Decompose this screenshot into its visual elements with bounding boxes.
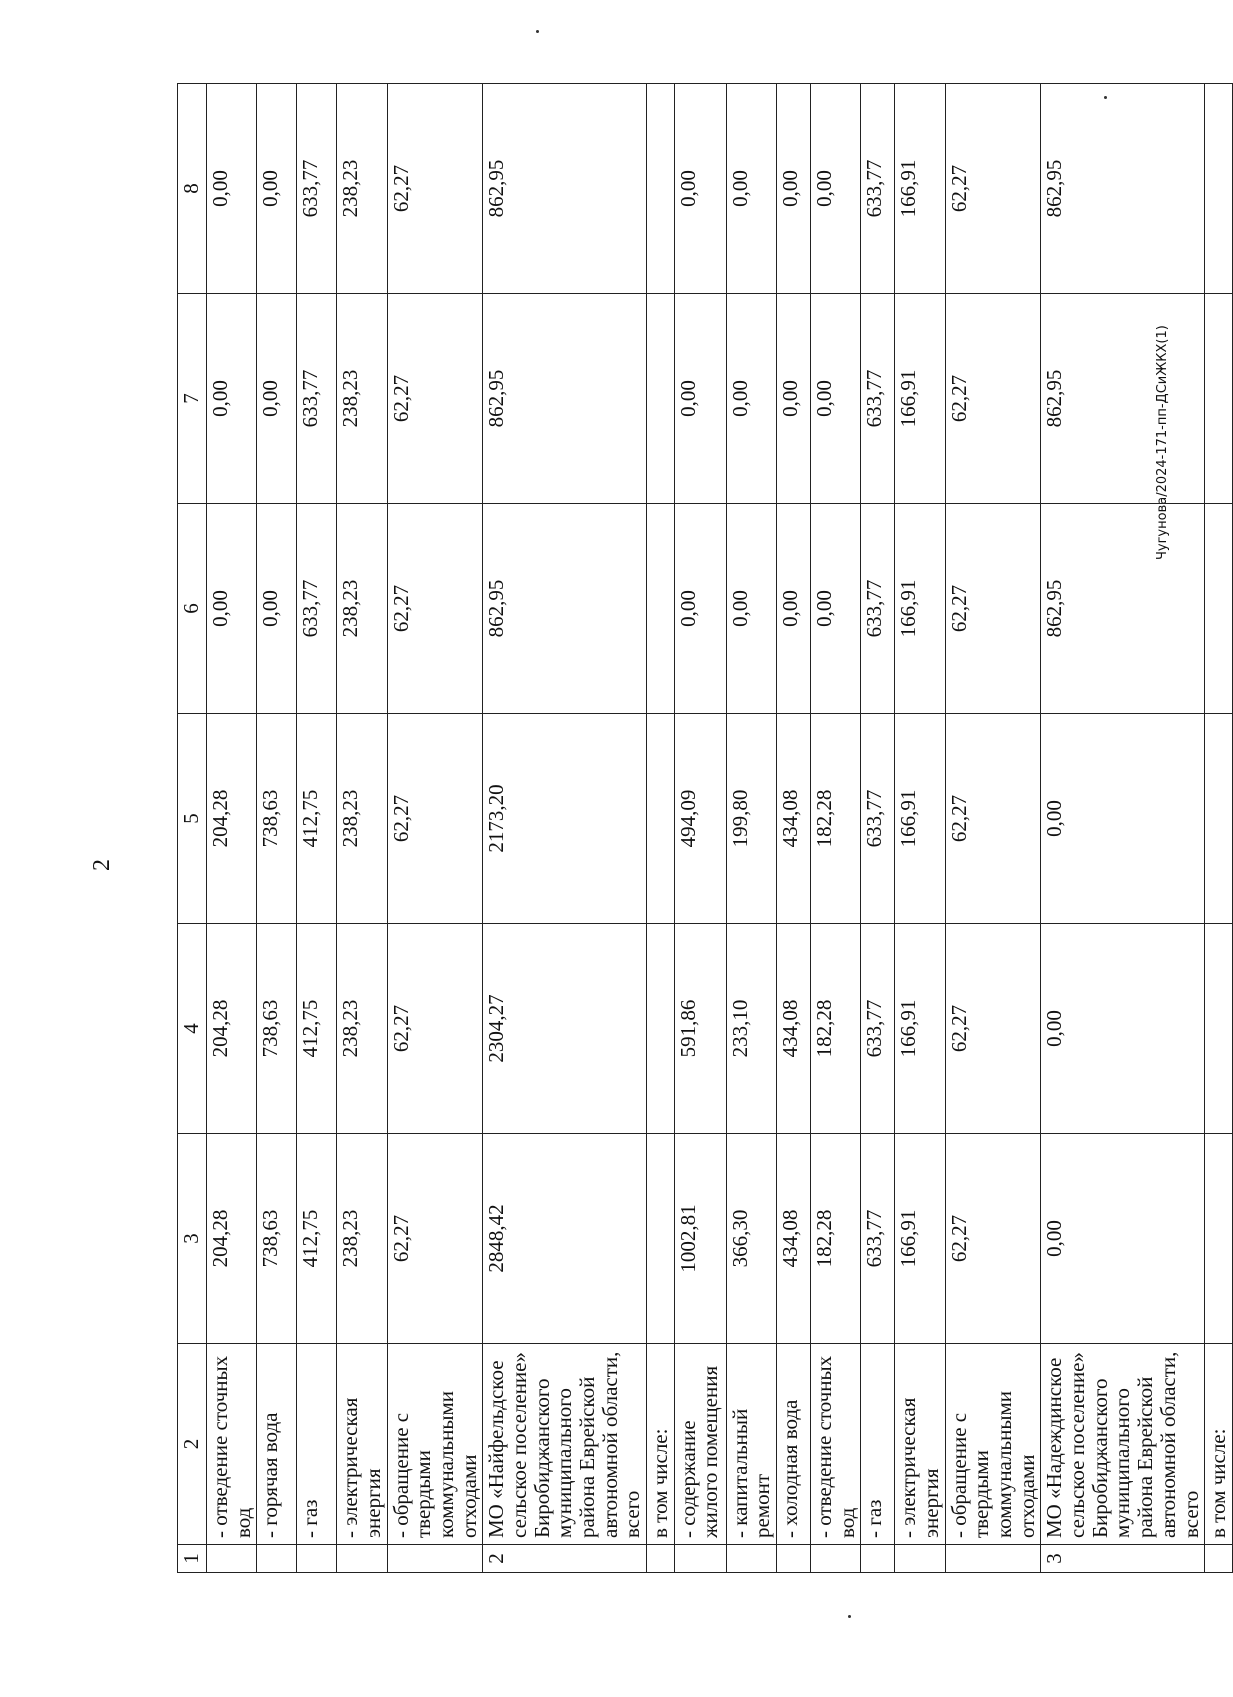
row-number-cell bbox=[674, 1545, 726, 1573]
row-name-cell: - содержание жилого помещения bbox=[674, 1344, 726, 1545]
value-cell: 182,28 bbox=[811, 924, 861, 1134]
footer-text: Чугунова/2024-171-пп-ДСиЖКХ(1) bbox=[1155, 325, 1170, 560]
value-cell: 738,63 bbox=[257, 924, 297, 1134]
value-cell: 62,27 bbox=[945, 924, 1041, 1134]
table-row bbox=[483, 84, 647, 1573]
table-row bbox=[674, 84, 726, 1573]
value-cell: 238,23 bbox=[337, 294, 387, 504]
row-number-cell bbox=[895, 1545, 945, 1573]
row-name-cell: - холодная вода bbox=[777, 1344, 811, 1545]
value-cell: 0,00 bbox=[1041, 714, 1205, 924]
row-number-cell bbox=[777, 1545, 811, 1573]
value-cell bbox=[647, 1134, 675, 1344]
value-cell: 199,80 bbox=[726, 714, 776, 924]
value-cell bbox=[647, 504, 675, 714]
table-row bbox=[297, 84, 337, 1573]
header-cell: 7 bbox=[178, 294, 207, 504]
header-row bbox=[178, 84, 207, 1573]
row-name-cell: в том числе: bbox=[647, 1344, 675, 1545]
value-cell: 0,00 bbox=[257, 294, 297, 504]
row-name-cell: - обращение с твердыми коммунальными отходами bbox=[387, 1344, 483, 1545]
value-cell: 62,27 bbox=[945, 1134, 1041, 1344]
row-name-cell: - газ bbox=[861, 1344, 895, 1545]
table-row bbox=[726, 84, 776, 1573]
value-cell: 0,00 bbox=[1041, 1134, 1205, 1344]
value-cell bbox=[1205, 294, 1233, 504]
value-cell: 62,27 bbox=[387, 924, 483, 1134]
value-cell: 862,95 bbox=[483, 84, 647, 294]
table-row bbox=[895, 84, 945, 1573]
row-number-cell bbox=[861, 1545, 895, 1573]
value-cell: 0,00 bbox=[674, 294, 726, 504]
value-cell: 0,00 bbox=[257, 84, 297, 294]
value-cell bbox=[647, 294, 675, 504]
value-cell: 204,28 bbox=[207, 1134, 257, 1344]
value-cell: 166,91 bbox=[895, 84, 945, 294]
scan-speck bbox=[848, 1615, 851, 1618]
row-number-cell bbox=[945, 1545, 1041, 1573]
value-cell: 0,00 bbox=[811, 504, 861, 714]
value-cell: 62,27 bbox=[387, 294, 483, 504]
value-cell: 862,95 bbox=[1041, 294, 1205, 504]
value-cell: 238,23 bbox=[337, 714, 387, 924]
value-cell: 0,00 bbox=[207, 84, 257, 294]
value-cell: 633,77 bbox=[861, 714, 895, 924]
value-cell bbox=[1205, 504, 1233, 714]
value-cell: 62,27 bbox=[945, 714, 1041, 924]
table-row bbox=[1205, 84, 1233, 1573]
value-cell: 494,09 bbox=[674, 714, 726, 924]
row-number-cell bbox=[257, 1545, 297, 1573]
value-cell: 0,00 bbox=[811, 84, 861, 294]
value-cell: 0,00 bbox=[674, 504, 726, 714]
value-cell: 738,63 bbox=[257, 714, 297, 924]
value-cell bbox=[1205, 924, 1233, 1134]
table-row bbox=[811, 84, 861, 1573]
value-cell: 633,77 bbox=[297, 84, 337, 294]
row-number-cell bbox=[387, 1545, 483, 1573]
value-cell: 862,95 bbox=[483, 294, 647, 504]
header-cell: 5 bbox=[178, 714, 207, 924]
value-cell: 2848,42 bbox=[483, 1134, 647, 1344]
value-cell: 62,27 bbox=[387, 504, 483, 714]
value-cell: 1002,81 bbox=[674, 1134, 726, 1344]
value-cell: 633,77 bbox=[861, 1134, 895, 1344]
row-name-cell: - обращение с твердыми коммунальными отходами bbox=[945, 1344, 1041, 1545]
table-row bbox=[207, 84, 257, 1573]
row-name-cell: - отведение сточных вод bbox=[207, 1344, 257, 1545]
value-cell: 366,30 bbox=[726, 1134, 776, 1344]
row-name-cell: МО «Надеждинское сельское поселение» Биробиджанского муниципального района Еврейской автономной области, всего bbox=[1041, 1344, 1205, 1545]
header-cell: 2 bbox=[178, 1344, 207, 1545]
row-number-cell: 2 bbox=[483, 1545, 647, 1573]
value-cell: 738,63 bbox=[257, 1134, 297, 1344]
row-name-cell: - горячая вода bbox=[257, 1344, 297, 1545]
row-number-cell bbox=[337, 1545, 387, 1573]
table-row bbox=[1041, 84, 1205, 1573]
value-cell: 238,23 bbox=[337, 1134, 387, 1344]
table-row bbox=[861, 84, 895, 1573]
value-cell: 62,27 bbox=[945, 504, 1041, 714]
value-cell: 0,00 bbox=[726, 504, 776, 714]
row-name-cell: - электрическая энергия bbox=[895, 1344, 945, 1545]
value-cell bbox=[647, 924, 675, 1134]
row-name-cell: - электрическая энергия bbox=[337, 1344, 387, 1545]
value-cell: 434,08 bbox=[777, 714, 811, 924]
header-cell: 4 bbox=[178, 924, 207, 1134]
value-cell: 412,75 bbox=[297, 1134, 337, 1344]
table-body bbox=[178, 84, 1233, 1573]
row-number-cell bbox=[811, 1545, 861, 1573]
value-cell: 166,91 bbox=[895, 714, 945, 924]
value-cell: 62,27 bbox=[387, 84, 483, 294]
value-cell: 862,95 bbox=[1041, 504, 1205, 714]
value-cell: 633,77 bbox=[861, 294, 895, 504]
table-row bbox=[945, 84, 1041, 1573]
row-number-cell bbox=[1205, 1545, 1233, 1573]
value-cell: 862,95 bbox=[483, 504, 647, 714]
value-cell: 0,00 bbox=[674, 84, 726, 294]
header-cell: 6 bbox=[178, 504, 207, 714]
value-cell: 62,27 bbox=[387, 1134, 483, 1344]
value-cell: 2173,20 bbox=[483, 714, 647, 924]
value-cell: 591,86 bbox=[674, 924, 726, 1134]
table-row bbox=[387, 84, 483, 1573]
value-cell: 434,08 bbox=[777, 1134, 811, 1344]
value-cell: 238,23 bbox=[337, 84, 387, 294]
value-cell: 434,08 bbox=[777, 924, 811, 1134]
row-name-cell: - газ bbox=[297, 1344, 337, 1545]
value-cell: 633,77 bbox=[297, 504, 337, 714]
value-cell: 233,10 bbox=[726, 924, 776, 1134]
value-cell: 633,77 bbox=[297, 294, 337, 504]
table-row bbox=[777, 84, 811, 1573]
row-name-cell: - отведение сточных вод bbox=[811, 1344, 861, 1545]
value-cell: 238,23 bbox=[337, 924, 387, 1134]
value-cell: 0,00 bbox=[207, 504, 257, 714]
value-cell: 0,00 bbox=[726, 84, 776, 294]
value-cell: 633,77 bbox=[861, 84, 895, 294]
value-cell: 0,00 bbox=[257, 504, 297, 714]
value-cell: 0,00 bbox=[726, 294, 776, 504]
row-name-cell: МО «Найфельдское сельское поселение» Биробиджанского муниципального района Еврейской автономной области, всего bbox=[483, 1344, 647, 1545]
value-cell: 2304,27 bbox=[483, 924, 647, 1134]
value-cell: 166,91 bbox=[895, 504, 945, 714]
value-cell bbox=[1205, 84, 1233, 294]
value-cell: 0,00 bbox=[777, 504, 811, 714]
header-cell: 8 bbox=[178, 84, 207, 294]
value-cell: 0,00 bbox=[777, 294, 811, 504]
value-cell: 166,91 bbox=[895, 924, 945, 1134]
header-cell: 3 bbox=[178, 1134, 207, 1344]
value-cell: 238,23 bbox=[337, 504, 387, 714]
value-cell bbox=[647, 84, 675, 294]
value-cell: 166,91 bbox=[895, 294, 945, 504]
tariff-table bbox=[177, 83, 1233, 1573]
row-number-cell bbox=[207, 1545, 257, 1573]
value-cell: 412,75 bbox=[297, 714, 337, 924]
value-cell bbox=[1205, 714, 1233, 924]
value-cell: 633,77 bbox=[861, 504, 895, 714]
header-cell: 1 bbox=[178, 1545, 207, 1573]
scan-speck bbox=[536, 30, 539, 33]
value-cell: 182,28 bbox=[811, 1134, 861, 1344]
value-cell bbox=[647, 714, 675, 924]
row-number-cell bbox=[647, 1545, 675, 1573]
table-row bbox=[337, 84, 387, 1573]
row-number-cell bbox=[726, 1545, 776, 1573]
value-cell: 166,91 bbox=[895, 1134, 945, 1344]
value-cell: 862,95 bbox=[1041, 84, 1205, 294]
value-cell: 0,00 bbox=[1041, 924, 1205, 1134]
value-cell: 633,77 bbox=[861, 924, 895, 1134]
row-name-cell: в том числе: bbox=[1205, 1344, 1233, 1545]
value-cell: 412,75 bbox=[297, 924, 337, 1134]
value-cell: 0,00 bbox=[777, 84, 811, 294]
value-cell: 62,27 bbox=[945, 294, 1041, 504]
value-cell: 0,00 bbox=[207, 294, 257, 504]
row-name-cell: - капитальный ремонт bbox=[726, 1344, 776, 1545]
value-cell: 204,28 bbox=[207, 714, 257, 924]
value-cell: 62,27 bbox=[945, 84, 1041, 294]
value-cell: 204,28 bbox=[207, 924, 257, 1134]
table-row bbox=[257, 84, 297, 1573]
value-cell bbox=[1205, 1134, 1233, 1344]
page-number: 2 bbox=[89, 859, 115, 871]
value-cell: 62,27 bbox=[387, 714, 483, 924]
table-row bbox=[647, 84, 675, 1573]
value-cell: 182,28 bbox=[811, 714, 861, 924]
row-number-cell bbox=[297, 1545, 337, 1573]
row-number-cell: 3 bbox=[1041, 1545, 1205, 1573]
value-cell: 0,00 bbox=[811, 294, 861, 504]
